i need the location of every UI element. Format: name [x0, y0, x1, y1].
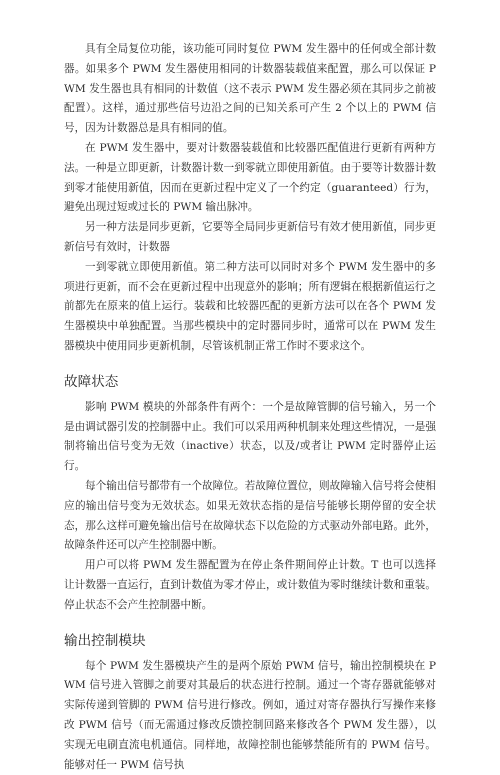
- paragraph: 影响 PWM 模块的外部条件有两个：一个是故障管脚的信号输入，另一个是由调试器引发的控制器中止。我们可以采用两种机制来处理这些情况，一是强制将输出信号变为无效（inactive）状态，以及/或者让 PWM 定时器停止运行。: [64, 400, 436, 473]
- fault-section: [64, 372, 436, 616]
- paragraph: 一到零就立即使用新值。第二种方法可以同时对多个 PWM 发生器中的多项进行更新，而不会在更新过程中出现意外的影响；所有逻辑在根据新值运行之前都先在原来的值上运行。装载和比较器匹配的更新方法可以在各个 PWM 发生器模块中单独配置。当那些模块中的定时器同步时，通常可以在 PWM 发生器模块中使用同步更新机制，尽管该机制正常工作时不要求这个。: [64, 260, 436, 352]
- intro-section: [64, 40, 436, 357]
- section-heading-fault: 故障状态: [64, 373, 119, 390]
- paragraph: 每个 PWM 发生器模块产生的是两个原始 PWM 信号，输出控制模块在 PWM 信号进入管脚之前要对其最后的状态进行控制。通过一个寄存器就能够对实际传递到管脚的 PWM 信号进行修改。例如，通过对寄存器执行写操作来修改 PWM 信号（而无需通过修改反馈控制回路来修改各个 PWM 发生器），以实现无电刷直流电机通信。同样地，故障控制也能够禁能所有的 PWM 信号。能够对任一 PWM 信号执: [64, 659, 436, 771]
- paragraph: 另一种方法是同步更新，它要等全局同步更新信号有效才使用新值，同步更新信号有效时，计数器: [64, 221, 436, 253]
- paragraph: 用户可以将 PWM 发生器配置为在停止条件期间停止计数。T 也可以选择让计数器一直运行，直到计数值为零才停止，或计数值为零时继续计数和重装。停止状态不会产生控制器中断。: [64, 559, 436, 611]
- section-heading-output-control: 输出控制模块: [64, 632, 146, 649]
- paragraph: 具有全局复位功能，该功能可同时复位 PWM 发生器中的任何或全部计数器。如果多个 PWM 发生器使用相同的计数器装载值来配置，那么可以保证 PWM 发生器也具有相同的计数值（这不表示 PWM 发生器必须在其同步之前被配置）。这样，通过那些信号边沿之间的已知关系可产生 2 个以上的 PWM 信号，因为计数器总是具有相同的值。: [64, 43, 436, 135]
- paragraph: 每个输出信号都带有一个故障位。若故障位置位，则故障输入信号将会使相应的输出信号变为无效状态。如果无效状态指的是信号能够长期停留的安全状态，那么这样可避免输出信号在故障状态下以危险的方式驱动外部电路。此外，故障条件还可以产生控制器中断。: [64, 479, 436, 552]
- paragraph: 在 PWM 发生器中，要对计数器装载值和比较器匹配值进行更新有两种方法。一种是立即更新，计数器计数一到零就立即使用新值。由于要等计数器计数到零才能使用新值，因而在更新过程中定义了一个约定（guaranteed）行为，避免出现过短或过长的 PWM 输出脉冲。: [64, 141, 436, 214]
- output-control-section: [64, 631, 436, 775]
